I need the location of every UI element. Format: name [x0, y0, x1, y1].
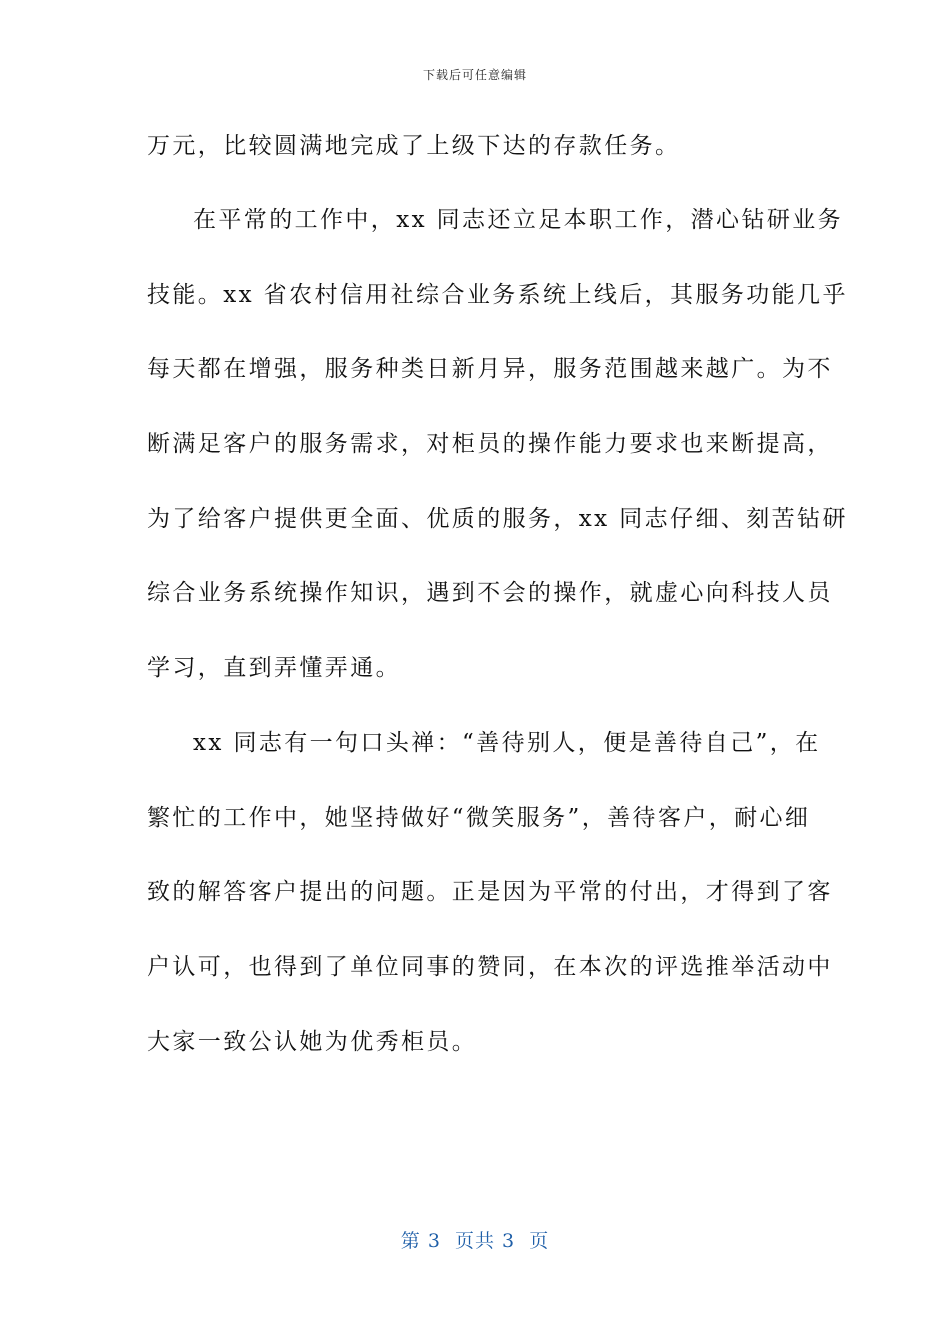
page-header: 下载后可任意编辑 [422, 68, 527, 82]
text-line: 综合业务系统操作知识，遇到不会的操作，就虚心向科技人员 [147, 580, 833, 606]
page-number-text: 第 3 页共 3 页 [400, 1230, 550, 1252]
text-line: 户认可，也得到了单位同事的赞同，在本次的评选推举活动中 [147, 954, 833, 980]
text-line: 大家一致公认她为优秀柜员。 [147, 1029, 478, 1055]
text-line: 在平常的工作中，xx 同志还立足本职工作，潜心钻研业务 [193, 207, 844, 233]
text-line: 技能。xx 省农村信用社综合业务系统上线后，其服务功能几乎 [147, 282, 848, 308]
text-line: 为了给客户提供更全面、优质的服务，xx 同志仔细、刻苦钻研 [147, 506, 848, 532]
page-footer [0, 1226, 950, 1253]
text-line: 繁忙的工作中，她坚持做好“微笑服务”，善待客户，耐心细 [147, 805, 811, 831]
text-line: 致的解答客户提出的问题。正是因为平常的付出，才得到了客 [147, 879, 833, 905]
text-line: 万元，比较圆满地完成了上级下达的存款任务。 [147, 133, 681, 159]
text-line: xx 同志有一句口头禅：“善待别人，便是善待自己”，在 [193, 730, 821, 756]
text-line: 断满足客户的服务需求，对柜员的操作能力要求也来断提高， [147, 431, 833, 457]
text-line: 学习，直到弄懂弄通。 [147, 655, 401, 681]
text-line: 每天都在增强，服务种类日新月异，服务范围越来越广。为不 [147, 356, 833, 382]
